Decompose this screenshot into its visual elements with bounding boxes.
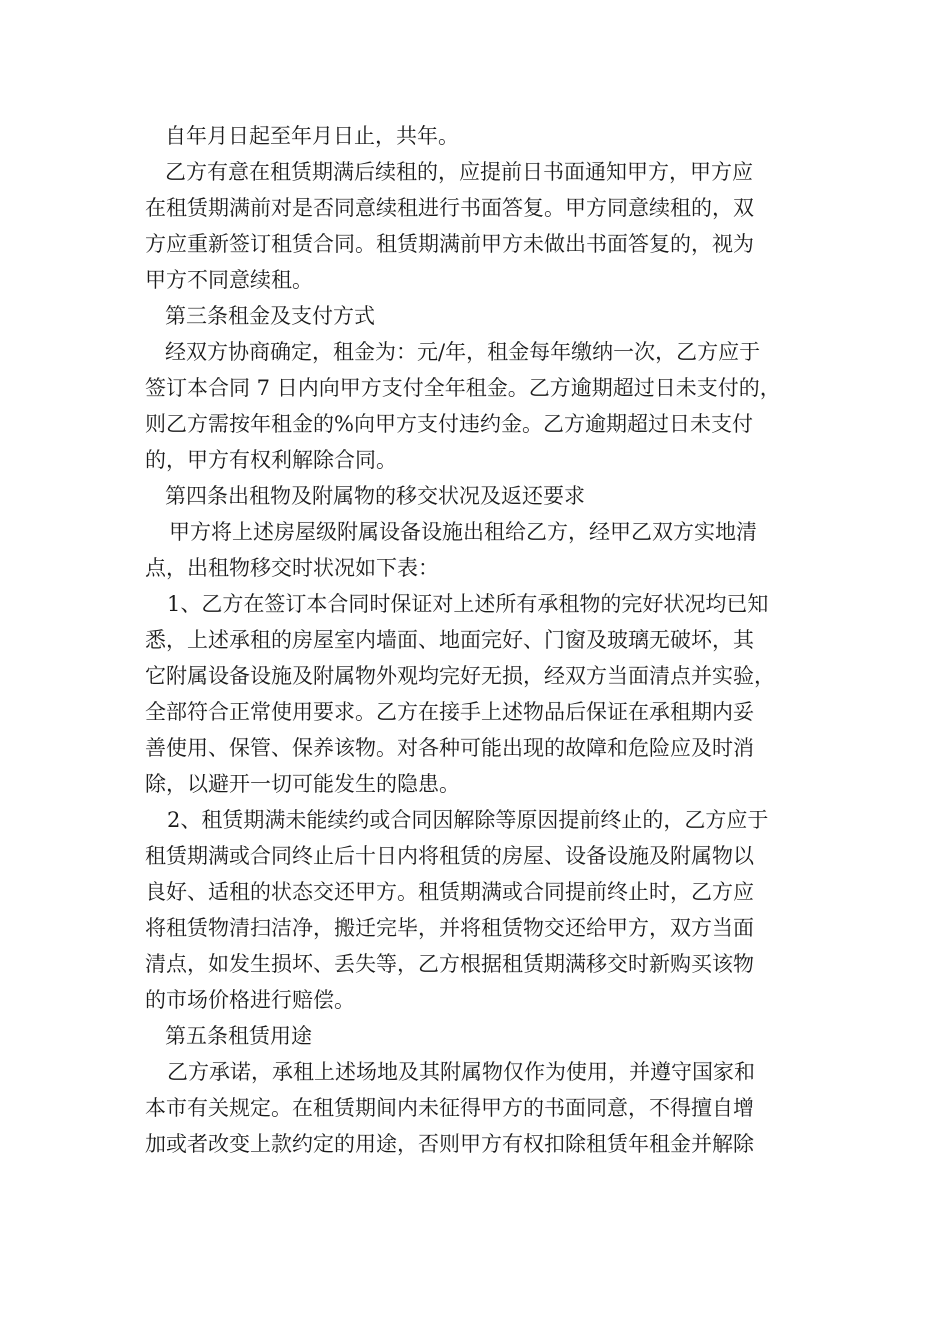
article-5-heading xyxy=(145,1018,817,1054)
text-line: 全部符合正常使用要求。乙方在接手上述物品后保证在承租期内妥 xyxy=(145,700,754,724)
paragraph-handover-status xyxy=(145,514,817,586)
text-line: 的，甲方有权利解除合同。 xyxy=(145,448,397,472)
text-line: 点，出租物移交时状况如下表： xyxy=(145,556,439,580)
text-line: 1、乙方在签订本合同时保证对上述所有承租物的完好状况均已知 xyxy=(167,592,769,616)
text-line: 第五条租赁用途 xyxy=(165,1024,312,1048)
text-line: 除，以避开一切可能发生的隐患。 xyxy=(145,772,460,796)
text-line: 则乙方需按年租金的%向甲方支付违约金。乙方逾期超过日未支付 xyxy=(145,412,753,436)
text-line: 方应重新签订租赁合同。租赁期满前甲方未做出书面答复的，视为 xyxy=(145,232,754,256)
paragraph-usage xyxy=(145,1054,817,1162)
text-line: 第四条出租物及附属物的移交状况及返还要求 xyxy=(165,484,585,508)
text-line: 善使用、保管、保养该物。对各种可能出现的故障和危险应及时消 xyxy=(145,736,754,760)
paragraph-rent-payment xyxy=(145,334,817,478)
text-line: 将租赁物清扫洁净，搬迁完毕，并将租赁物交还给甲方，双方当面 xyxy=(145,916,754,940)
text-line: 经双方协商确定，租金为：元/年，租金每年缴纳一次，乙方应于 xyxy=(165,340,761,364)
paragraph-item-2 xyxy=(145,802,817,1018)
text-line: 在租赁期满前对是否同意续租进行书面答复。甲方同意续租的，双 xyxy=(145,196,754,220)
text-line: 乙方承诺，承租上述场地及其附属物仅作为使用，并遵守国家和 xyxy=(167,1060,755,1084)
text-line: 清点，如发生损坏、丢失等，乙方根据租赁期满移交时新购买该物 xyxy=(145,952,754,976)
article-4-heading xyxy=(145,478,817,514)
text-line: 良好、适租的状态交还甲方。租赁期满或合同提前终止时，乙方应 xyxy=(145,880,754,904)
text-line: 租赁期满或合同终止后十日内将租赁的房屋、设备设施及附属物以 xyxy=(145,844,754,868)
text-line: 签订本合同 7 日内向甲方支付全年租金。乙方逾期超过日未支付的， xyxy=(145,376,781,400)
text-line: 2、租赁期满未能续约或合同因解除等原因提前终止的，乙方应于 xyxy=(167,808,769,832)
text-line: 自年月日起至年月日止，共年。 xyxy=(165,124,459,148)
text-line: 本市有关规定。在租赁期间内未征得甲方的书面同意，不得擅自增 xyxy=(145,1096,754,1120)
paragraph-item-1 xyxy=(145,586,817,802)
article-3-heading xyxy=(145,298,817,334)
text-line: 它附属设备设施及附属物外观均完好无损，经双方当面清点并实验， xyxy=(145,664,775,688)
text-line: 第三条租金及支付方式 xyxy=(165,304,375,328)
text-line: 甲方不同意续租。 xyxy=(145,268,313,292)
text-line: 乙方有意在租赁期满后续租的，应提前日书面通知甲方，甲方应 xyxy=(165,160,753,184)
document-page xyxy=(145,118,817,1162)
text-line: 悉，上述承租的房屋室内墙面、地面完好、门窗及玻璃无破坏，其 xyxy=(145,628,754,652)
text-line: 的市场价格进行赔偿。 xyxy=(145,988,355,1012)
paragraph-renewal xyxy=(145,154,817,298)
paragraph-term-period xyxy=(145,118,817,154)
text-line: 甲方将上述房屋级附属设备设施出租给乙方，经甲乙双方实地清 xyxy=(169,520,757,544)
text-line: 加或者改变上款约定的用途，否则甲方有权扣除租赁年租金并解除 xyxy=(145,1132,754,1156)
